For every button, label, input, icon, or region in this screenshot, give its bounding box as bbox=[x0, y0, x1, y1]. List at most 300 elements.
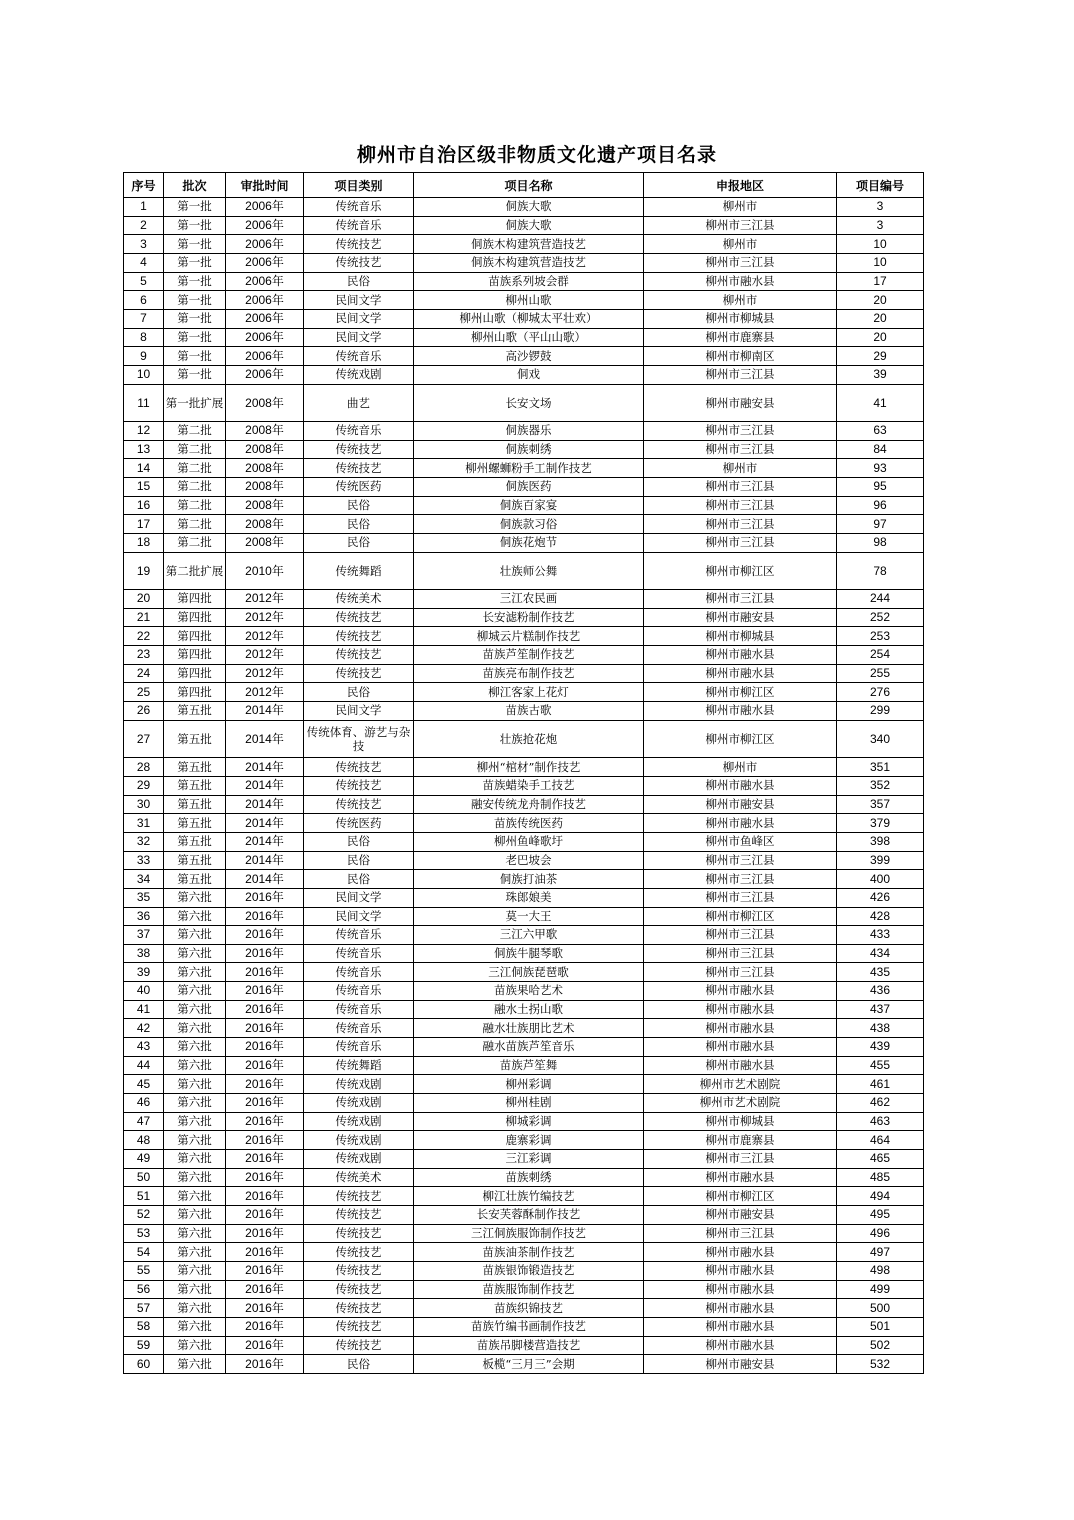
cell-index: 14 bbox=[124, 459, 164, 478]
cell-index: 44 bbox=[124, 1056, 164, 1075]
cell-project-name: 融安传统龙舟制作技艺 bbox=[414, 795, 644, 814]
cell-category: 传统技艺 bbox=[304, 253, 414, 272]
table-row bbox=[124, 646, 924, 665]
cell-region: 柳州市柳城县 bbox=[644, 1112, 837, 1131]
cell-index: 23 bbox=[124, 646, 164, 665]
table-row bbox=[124, 328, 924, 347]
cell-project-number: 502 bbox=[837, 1336, 924, 1355]
cell-project-number: 352 bbox=[837, 776, 924, 795]
table-row bbox=[124, 1112, 924, 1131]
cell-approval-time: 2006年 bbox=[226, 216, 304, 235]
cell-index: 8 bbox=[124, 328, 164, 347]
cell-batch: 第六批 bbox=[164, 1056, 226, 1075]
cell-project-name: 侗族牛腿琴歌 bbox=[414, 944, 644, 963]
cell-approval-time: 2006年 bbox=[226, 347, 304, 366]
table-row bbox=[124, 888, 924, 907]
cell-batch: 第二批 bbox=[164, 478, 226, 497]
cell-project-number: 20 bbox=[837, 309, 924, 328]
cell-index: 59 bbox=[124, 1336, 164, 1355]
cell-index: 47 bbox=[124, 1112, 164, 1131]
table-row bbox=[124, 963, 924, 982]
cell-region: 柳州市三江县 bbox=[644, 253, 837, 272]
table-row bbox=[124, 832, 924, 851]
table-row bbox=[124, 216, 924, 235]
cell-project-name: 苗族竹编书画制作技艺 bbox=[414, 1317, 644, 1336]
cell-project-number: 3 bbox=[837, 216, 924, 235]
cell-project-number: 96 bbox=[837, 496, 924, 515]
cell-batch: 第六批 bbox=[164, 1206, 226, 1225]
cell-project-number: 20 bbox=[837, 328, 924, 347]
cell-category: 传统音乐 bbox=[304, 944, 414, 963]
cell-batch: 第一批 bbox=[164, 272, 226, 291]
cell-project-number: 78 bbox=[837, 552, 924, 590]
table-row bbox=[124, 347, 924, 366]
cell-index: 48 bbox=[124, 1131, 164, 1150]
cell-category: 传统戏剧 bbox=[304, 1094, 414, 1113]
table-row bbox=[124, 608, 924, 627]
table-row bbox=[124, 944, 924, 963]
cell-region: 柳州市柳城县 bbox=[644, 627, 837, 646]
cell-approval-time: 2016年 bbox=[226, 1280, 304, 1299]
col-header-batch: 批次 bbox=[164, 173, 226, 198]
table-row bbox=[124, 1019, 924, 1038]
cell-approval-time: 2016年 bbox=[226, 1355, 304, 1374]
cell-project-name: 苗族果哈艺术 bbox=[414, 982, 644, 1001]
cell-batch: 第六批 bbox=[164, 1150, 226, 1169]
cell-index: 35 bbox=[124, 888, 164, 907]
cell-batch: 第四批 bbox=[164, 683, 226, 702]
cell-batch: 第一批 bbox=[164, 347, 226, 366]
table-row bbox=[124, 702, 924, 721]
table-row bbox=[124, 795, 924, 814]
table-row bbox=[124, 253, 924, 272]
cell-approval-time: 2016年 bbox=[226, 1000, 304, 1019]
cell-index: 32 bbox=[124, 832, 164, 851]
cell-category: 传统音乐 bbox=[304, 422, 414, 441]
cell-approval-time: 2014年 bbox=[226, 776, 304, 795]
cell-project-number: 379 bbox=[837, 814, 924, 833]
cell-project-number: 434 bbox=[837, 944, 924, 963]
cell-approval-time: 2016年 bbox=[226, 1019, 304, 1038]
cell-project-name: 苗族银饰锻造技艺 bbox=[414, 1261, 644, 1280]
cell-project-number: 95 bbox=[837, 478, 924, 497]
table-row bbox=[124, 814, 924, 833]
cell-category: 传统技艺 bbox=[304, 459, 414, 478]
cell-index: 21 bbox=[124, 608, 164, 627]
cell-project-name: 壮族抢花炮 bbox=[414, 720, 644, 758]
cell-project-number: 436 bbox=[837, 982, 924, 1001]
cell-batch: 第五批 bbox=[164, 832, 226, 851]
cell-project-number: 41 bbox=[837, 384, 924, 422]
cell-category: 传统技艺 bbox=[304, 1243, 414, 1262]
cell-region: 柳州市融水县 bbox=[644, 1317, 837, 1336]
cell-region: 柳州市 bbox=[644, 459, 837, 478]
table-row bbox=[124, 198, 924, 217]
cell-project-number: 439 bbox=[837, 1038, 924, 1057]
cell-project-name: 苗族古歌 bbox=[414, 702, 644, 721]
cell-approval-time: 2006年 bbox=[226, 235, 304, 254]
cell-region: 柳州市融水县 bbox=[644, 1336, 837, 1355]
cell-region: 柳州市融水县 bbox=[644, 814, 837, 833]
cell-project-number: 532 bbox=[837, 1355, 924, 1374]
cell-batch: 第六批 bbox=[164, 888, 226, 907]
cell-category: 传统音乐 bbox=[304, 198, 414, 217]
cell-project-number: 462 bbox=[837, 1094, 924, 1113]
cell-batch: 第六批 bbox=[164, 1243, 226, 1262]
cell-approval-time: 2014年 bbox=[226, 870, 304, 889]
cell-index: 3 bbox=[124, 235, 164, 254]
cell-approval-time: 2016年 bbox=[226, 1131, 304, 1150]
cell-project-name: 侗族百家宴 bbox=[414, 496, 644, 515]
cell-region: 柳州市三江县 bbox=[644, 926, 837, 945]
cell-project-name: 莫一大王 bbox=[414, 907, 644, 926]
cell-category: 传统技艺 bbox=[304, 1317, 414, 1336]
cell-category: 传统技艺 bbox=[304, 646, 414, 665]
table-row bbox=[124, 384, 924, 422]
cell-batch: 第二批 bbox=[164, 459, 226, 478]
cell-project-number: 433 bbox=[837, 926, 924, 945]
table-row bbox=[124, 515, 924, 534]
cell-batch: 第一批 bbox=[164, 365, 226, 384]
cell-approval-time: 2006年 bbox=[226, 365, 304, 384]
cell-index: 49 bbox=[124, 1150, 164, 1169]
cell-batch: 第六批 bbox=[164, 1075, 226, 1094]
cell-region: 柳州市柳江区 bbox=[644, 907, 837, 926]
cell-index: 13 bbox=[124, 440, 164, 459]
cell-approval-time: 2008年 bbox=[226, 496, 304, 515]
cell-batch: 第五批 bbox=[164, 758, 226, 777]
cell-project-name: 三江彩调 bbox=[414, 1150, 644, 1169]
cell-project-name: 苗族芦笙制作技艺 bbox=[414, 646, 644, 665]
cell-batch: 第四批 bbox=[164, 664, 226, 683]
cell-batch: 第四批 bbox=[164, 627, 226, 646]
cell-project-name: 长安文场 bbox=[414, 384, 644, 422]
cell-category: 传统体育、游艺与杂技 bbox=[304, 720, 414, 758]
table-row bbox=[124, 272, 924, 291]
table-row bbox=[124, 926, 924, 945]
cell-project-number: 17 bbox=[837, 272, 924, 291]
cell-batch: 第二批 bbox=[164, 515, 226, 534]
cell-project-name: 融水壮族朋比艺术 bbox=[414, 1019, 644, 1038]
cell-project-name: 柳江客家上花灯 bbox=[414, 683, 644, 702]
col-header-index: 序号 bbox=[124, 173, 164, 198]
cell-category: 传统技艺 bbox=[304, 795, 414, 814]
cell-region: 柳州市三江县 bbox=[644, 1150, 837, 1169]
cell-region: 柳州市鱼峰区 bbox=[644, 832, 837, 851]
cell-project-name: 侗戏 bbox=[414, 365, 644, 384]
table-row bbox=[124, 422, 924, 441]
cell-project-number: 494 bbox=[837, 1187, 924, 1206]
cell-approval-time: 2006年 bbox=[226, 291, 304, 310]
cell-project-name: 侗族木构建筑营造技艺 bbox=[414, 253, 644, 272]
table-row bbox=[124, 1243, 924, 1262]
table-row bbox=[124, 1056, 924, 1075]
cell-project-name: 柳州鱼峰歌圩 bbox=[414, 832, 644, 851]
cell-project-number: 255 bbox=[837, 664, 924, 683]
cell-batch: 第一批 bbox=[164, 253, 226, 272]
cell-project-name: 鹿寨彩调 bbox=[414, 1131, 644, 1150]
table-row bbox=[124, 1280, 924, 1299]
cell-batch: 第六批 bbox=[164, 1336, 226, 1355]
cell-category: 传统音乐 bbox=[304, 926, 414, 945]
cell-project-name: 三江侗族琵琶歌 bbox=[414, 963, 644, 982]
cell-index: 25 bbox=[124, 683, 164, 702]
cell-index: 33 bbox=[124, 851, 164, 870]
cell-category: 传统戏剧 bbox=[304, 365, 414, 384]
cell-region: 柳州市三江县 bbox=[644, 440, 837, 459]
cell-batch: 第二批 bbox=[164, 440, 226, 459]
cell-category: 传统技艺 bbox=[304, 1261, 414, 1280]
cell-region: 柳州市三江县 bbox=[644, 1224, 837, 1243]
cell-approval-time: 2016年 bbox=[226, 926, 304, 945]
cell-region: 柳州市融安县 bbox=[644, 384, 837, 422]
cell-index: 40 bbox=[124, 982, 164, 1001]
cell-project-name: 柳州山歌 bbox=[414, 291, 644, 310]
cell-region: 柳州市融安县 bbox=[644, 795, 837, 814]
table-row bbox=[124, 870, 924, 889]
cell-category: 民俗 bbox=[304, 870, 414, 889]
cell-project-number: 3 bbox=[837, 198, 924, 217]
cell-category: 传统技艺 bbox=[304, 1187, 414, 1206]
cell-approval-time: 2016年 bbox=[226, 1056, 304, 1075]
cell-region: 柳州市三江县 bbox=[644, 216, 837, 235]
cell-approval-time: 2012年 bbox=[226, 664, 304, 683]
table-row bbox=[124, 1317, 924, 1336]
cell-batch: 第一批 bbox=[164, 235, 226, 254]
cell-approval-time: 2016年 bbox=[226, 963, 304, 982]
table-row bbox=[124, 683, 924, 702]
cell-index: 46 bbox=[124, 1094, 164, 1113]
cell-region: 柳州市融水县 bbox=[644, 1299, 837, 1318]
table-row bbox=[124, 459, 924, 478]
table-row bbox=[124, 1261, 924, 1280]
cell-approval-time: 2016年 bbox=[226, 1187, 304, 1206]
cell-category: 传统技艺 bbox=[304, 1299, 414, 1318]
cell-region: 柳州市融安县 bbox=[644, 608, 837, 627]
cell-project-name: 侗族木构建筑营造技艺 bbox=[414, 235, 644, 254]
cell-index: 20 bbox=[124, 590, 164, 609]
col-header-approval-time: 审批时间 bbox=[226, 173, 304, 198]
cell-approval-time: 2012年 bbox=[226, 627, 304, 646]
cell-category: 传统戏剧 bbox=[304, 1112, 414, 1131]
cell-project-number: 399 bbox=[837, 851, 924, 870]
cell-batch: 第六批 bbox=[164, 1299, 226, 1318]
cell-approval-time: 2016年 bbox=[226, 1261, 304, 1280]
table-row bbox=[124, 534, 924, 553]
cell-index: 6 bbox=[124, 291, 164, 310]
cell-index: 4 bbox=[124, 253, 164, 272]
cell-batch: 第二批 bbox=[164, 422, 226, 441]
table-row bbox=[124, 1094, 924, 1113]
cell-approval-time: 2006年 bbox=[226, 309, 304, 328]
cell-project-name: 柳州螺蛳粉手工制作技艺 bbox=[414, 459, 644, 478]
cell-batch: 第一批 bbox=[164, 309, 226, 328]
cell-index: 45 bbox=[124, 1075, 164, 1094]
cell-category: 传统音乐 bbox=[304, 347, 414, 366]
cell-index: 34 bbox=[124, 870, 164, 889]
cell-batch: 第六批 bbox=[164, 1280, 226, 1299]
cell-project-number: 84 bbox=[837, 440, 924, 459]
cell-category: 传统音乐 bbox=[304, 982, 414, 1001]
cell-region: 柳州市艺术剧院 bbox=[644, 1094, 837, 1113]
cell-project-name: 老巴坡会 bbox=[414, 851, 644, 870]
cell-batch: 第一批扩展 bbox=[164, 384, 226, 422]
cell-project-name: 侗族款习俗 bbox=[414, 515, 644, 534]
cell-index: 2 bbox=[124, 216, 164, 235]
cell-approval-time: 2006年 bbox=[226, 328, 304, 347]
cell-approval-time: 2014年 bbox=[226, 832, 304, 851]
table-row bbox=[124, 1075, 924, 1094]
cell-project-name: 苗族织锦技艺 bbox=[414, 1299, 644, 1318]
cell-region: 柳州市 bbox=[644, 291, 837, 310]
cell-category: 传统戏剧 bbox=[304, 1075, 414, 1094]
cell-project-number: 497 bbox=[837, 1243, 924, 1262]
cell-approval-time: 2008年 bbox=[226, 422, 304, 441]
cell-batch: 第六批 bbox=[164, 926, 226, 945]
cell-region: 柳州市鹿寨县 bbox=[644, 1131, 837, 1150]
cell-region: 柳州市融水县 bbox=[644, 982, 837, 1001]
cell-region: 柳州市融水县 bbox=[644, 1038, 837, 1057]
cell-region: 柳州市三江县 bbox=[644, 888, 837, 907]
cell-index: 41 bbox=[124, 1000, 164, 1019]
table-row bbox=[124, 776, 924, 795]
cell-batch: 第一批 bbox=[164, 216, 226, 235]
cell-region: 柳州市融水县 bbox=[644, 1056, 837, 1075]
cell-approval-time: 2012年 bbox=[226, 608, 304, 627]
cell-index: 22 bbox=[124, 627, 164, 646]
cell-category: 民俗 bbox=[304, 272, 414, 291]
cell-project-name: 融水土拐山歌 bbox=[414, 1000, 644, 1019]
cell-category: 传统音乐 bbox=[304, 963, 414, 982]
cell-batch: 第六批 bbox=[164, 1187, 226, 1206]
cell-project-name: 柳州桂剧 bbox=[414, 1094, 644, 1113]
cell-batch: 第六批 bbox=[164, 1094, 226, 1113]
cell-batch: 第四批 bbox=[164, 590, 226, 609]
cell-index: 17 bbox=[124, 515, 164, 534]
cell-approval-time: 2012年 bbox=[226, 683, 304, 702]
cell-index: 60 bbox=[124, 1355, 164, 1374]
cell-index: 28 bbox=[124, 758, 164, 777]
heritage-table bbox=[123, 172, 924, 1374]
cell-category: 传统医药 bbox=[304, 478, 414, 497]
cell-region: 柳州市三江县 bbox=[644, 534, 837, 553]
cell-category: 民间文学 bbox=[304, 702, 414, 721]
cell-index: 54 bbox=[124, 1243, 164, 1262]
cell-index: 5 bbox=[124, 272, 164, 291]
cell-approval-time: 2016年 bbox=[226, 1317, 304, 1336]
cell-batch: 第六批 bbox=[164, 1168, 226, 1187]
cell-index: 1 bbox=[124, 198, 164, 217]
cell-batch: 第六批 bbox=[164, 907, 226, 926]
cell-region: 柳州市柳城县 bbox=[644, 309, 837, 328]
cell-project-number: 98 bbox=[837, 534, 924, 553]
cell-project-number: 244 bbox=[837, 590, 924, 609]
cell-project-name: 三江农民画 bbox=[414, 590, 644, 609]
cell-batch: 第五批 bbox=[164, 870, 226, 889]
cell-index: 15 bbox=[124, 478, 164, 497]
table-row bbox=[124, 365, 924, 384]
cell-project-number: 426 bbox=[837, 888, 924, 907]
cell-project-number: 496 bbox=[837, 1224, 924, 1243]
cell-region: 柳州市三江县 bbox=[644, 590, 837, 609]
cell-project-name: 侗族大歌 bbox=[414, 216, 644, 235]
cell-approval-time: 2006年 bbox=[226, 272, 304, 291]
cell-category: 传统技艺 bbox=[304, 776, 414, 795]
table-row bbox=[124, 627, 924, 646]
cell-batch: 第六批 bbox=[164, 1038, 226, 1057]
cell-category: 传统技艺 bbox=[304, 1280, 414, 1299]
cell-project-name: 柳州山歌（柳城太平壮欢） bbox=[414, 309, 644, 328]
cell-batch: 第一批 bbox=[164, 328, 226, 347]
cell-project-number: 252 bbox=[837, 608, 924, 627]
cell-project-number: 10 bbox=[837, 235, 924, 254]
cell-approval-time: 2008年 bbox=[226, 440, 304, 459]
cell-index: 27 bbox=[124, 720, 164, 758]
cell-project-name: 珠郎娘美 bbox=[414, 888, 644, 907]
cell-index: 9 bbox=[124, 347, 164, 366]
cell-project-number: 498 bbox=[837, 1261, 924, 1280]
cell-region: 柳州市三江县 bbox=[644, 963, 837, 982]
cell-project-name: 柳江壮族竹编技艺 bbox=[414, 1187, 644, 1206]
cell-region: 柳州市三江县 bbox=[644, 422, 837, 441]
cell-approval-time: 2016年 bbox=[226, 1243, 304, 1262]
cell-batch: 第一批 bbox=[164, 291, 226, 310]
cell-category: 传统技艺 bbox=[304, 235, 414, 254]
cell-region: 柳州市三江县 bbox=[644, 870, 837, 889]
cell-batch: 第一批 bbox=[164, 198, 226, 217]
cell-approval-time: 2012年 bbox=[226, 590, 304, 609]
table-row bbox=[124, 291, 924, 310]
table-row bbox=[124, 440, 924, 459]
table-row bbox=[124, 478, 924, 497]
cell-batch: 第五批 bbox=[164, 814, 226, 833]
cell-index: 42 bbox=[124, 1019, 164, 1038]
cell-region: 柳州市三江县 bbox=[644, 515, 837, 534]
cell-approval-time: 2006年 bbox=[226, 198, 304, 217]
cell-project-number: 398 bbox=[837, 832, 924, 851]
cell-batch: 第五批 bbox=[164, 702, 226, 721]
cell-region: 柳州市鹿寨县 bbox=[644, 328, 837, 347]
cell-index: 10 bbox=[124, 365, 164, 384]
cell-index: 57 bbox=[124, 1299, 164, 1318]
cell-category: 曲艺 bbox=[304, 384, 414, 422]
table-row bbox=[124, 1336, 924, 1355]
cell-project-number: 485 bbox=[837, 1168, 924, 1187]
header-row bbox=[124, 173, 924, 198]
cell-batch: 第五批 bbox=[164, 720, 226, 758]
cell-category: 民俗 bbox=[304, 851, 414, 870]
cell-region: 柳州市三江县 bbox=[644, 496, 837, 515]
cell-project-name: 三江六甲歌 bbox=[414, 926, 644, 945]
cell-approval-time: 2016年 bbox=[226, 1336, 304, 1355]
cell-category: 传统美术 bbox=[304, 590, 414, 609]
cell-project-number: 438 bbox=[837, 1019, 924, 1038]
cell-batch: 第六批 bbox=[164, 1224, 226, 1243]
cell-project-number: 20 bbox=[837, 291, 924, 310]
table-row bbox=[124, 1131, 924, 1150]
cell-category: 传统技艺 bbox=[304, 627, 414, 646]
cell-project-number: 500 bbox=[837, 1299, 924, 1318]
cell-project-name: 苗族系列坡会群 bbox=[414, 272, 644, 291]
cell-approval-time: 2016年 bbox=[226, 944, 304, 963]
cell-approval-time: 2008年 bbox=[226, 534, 304, 553]
cell-category: 民间文学 bbox=[304, 888, 414, 907]
cell-project-number: 254 bbox=[837, 646, 924, 665]
table-row bbox=[124, 552, 924, 590]
cell-category: 传统音乐 bbox=[304, 1038, 414, 1057]
table-row bbox=[124, 1299, 924, 1318]
cell-project-name: 苗族服饰制作技艺 bbox=[414, 1280, 644, 1299]
